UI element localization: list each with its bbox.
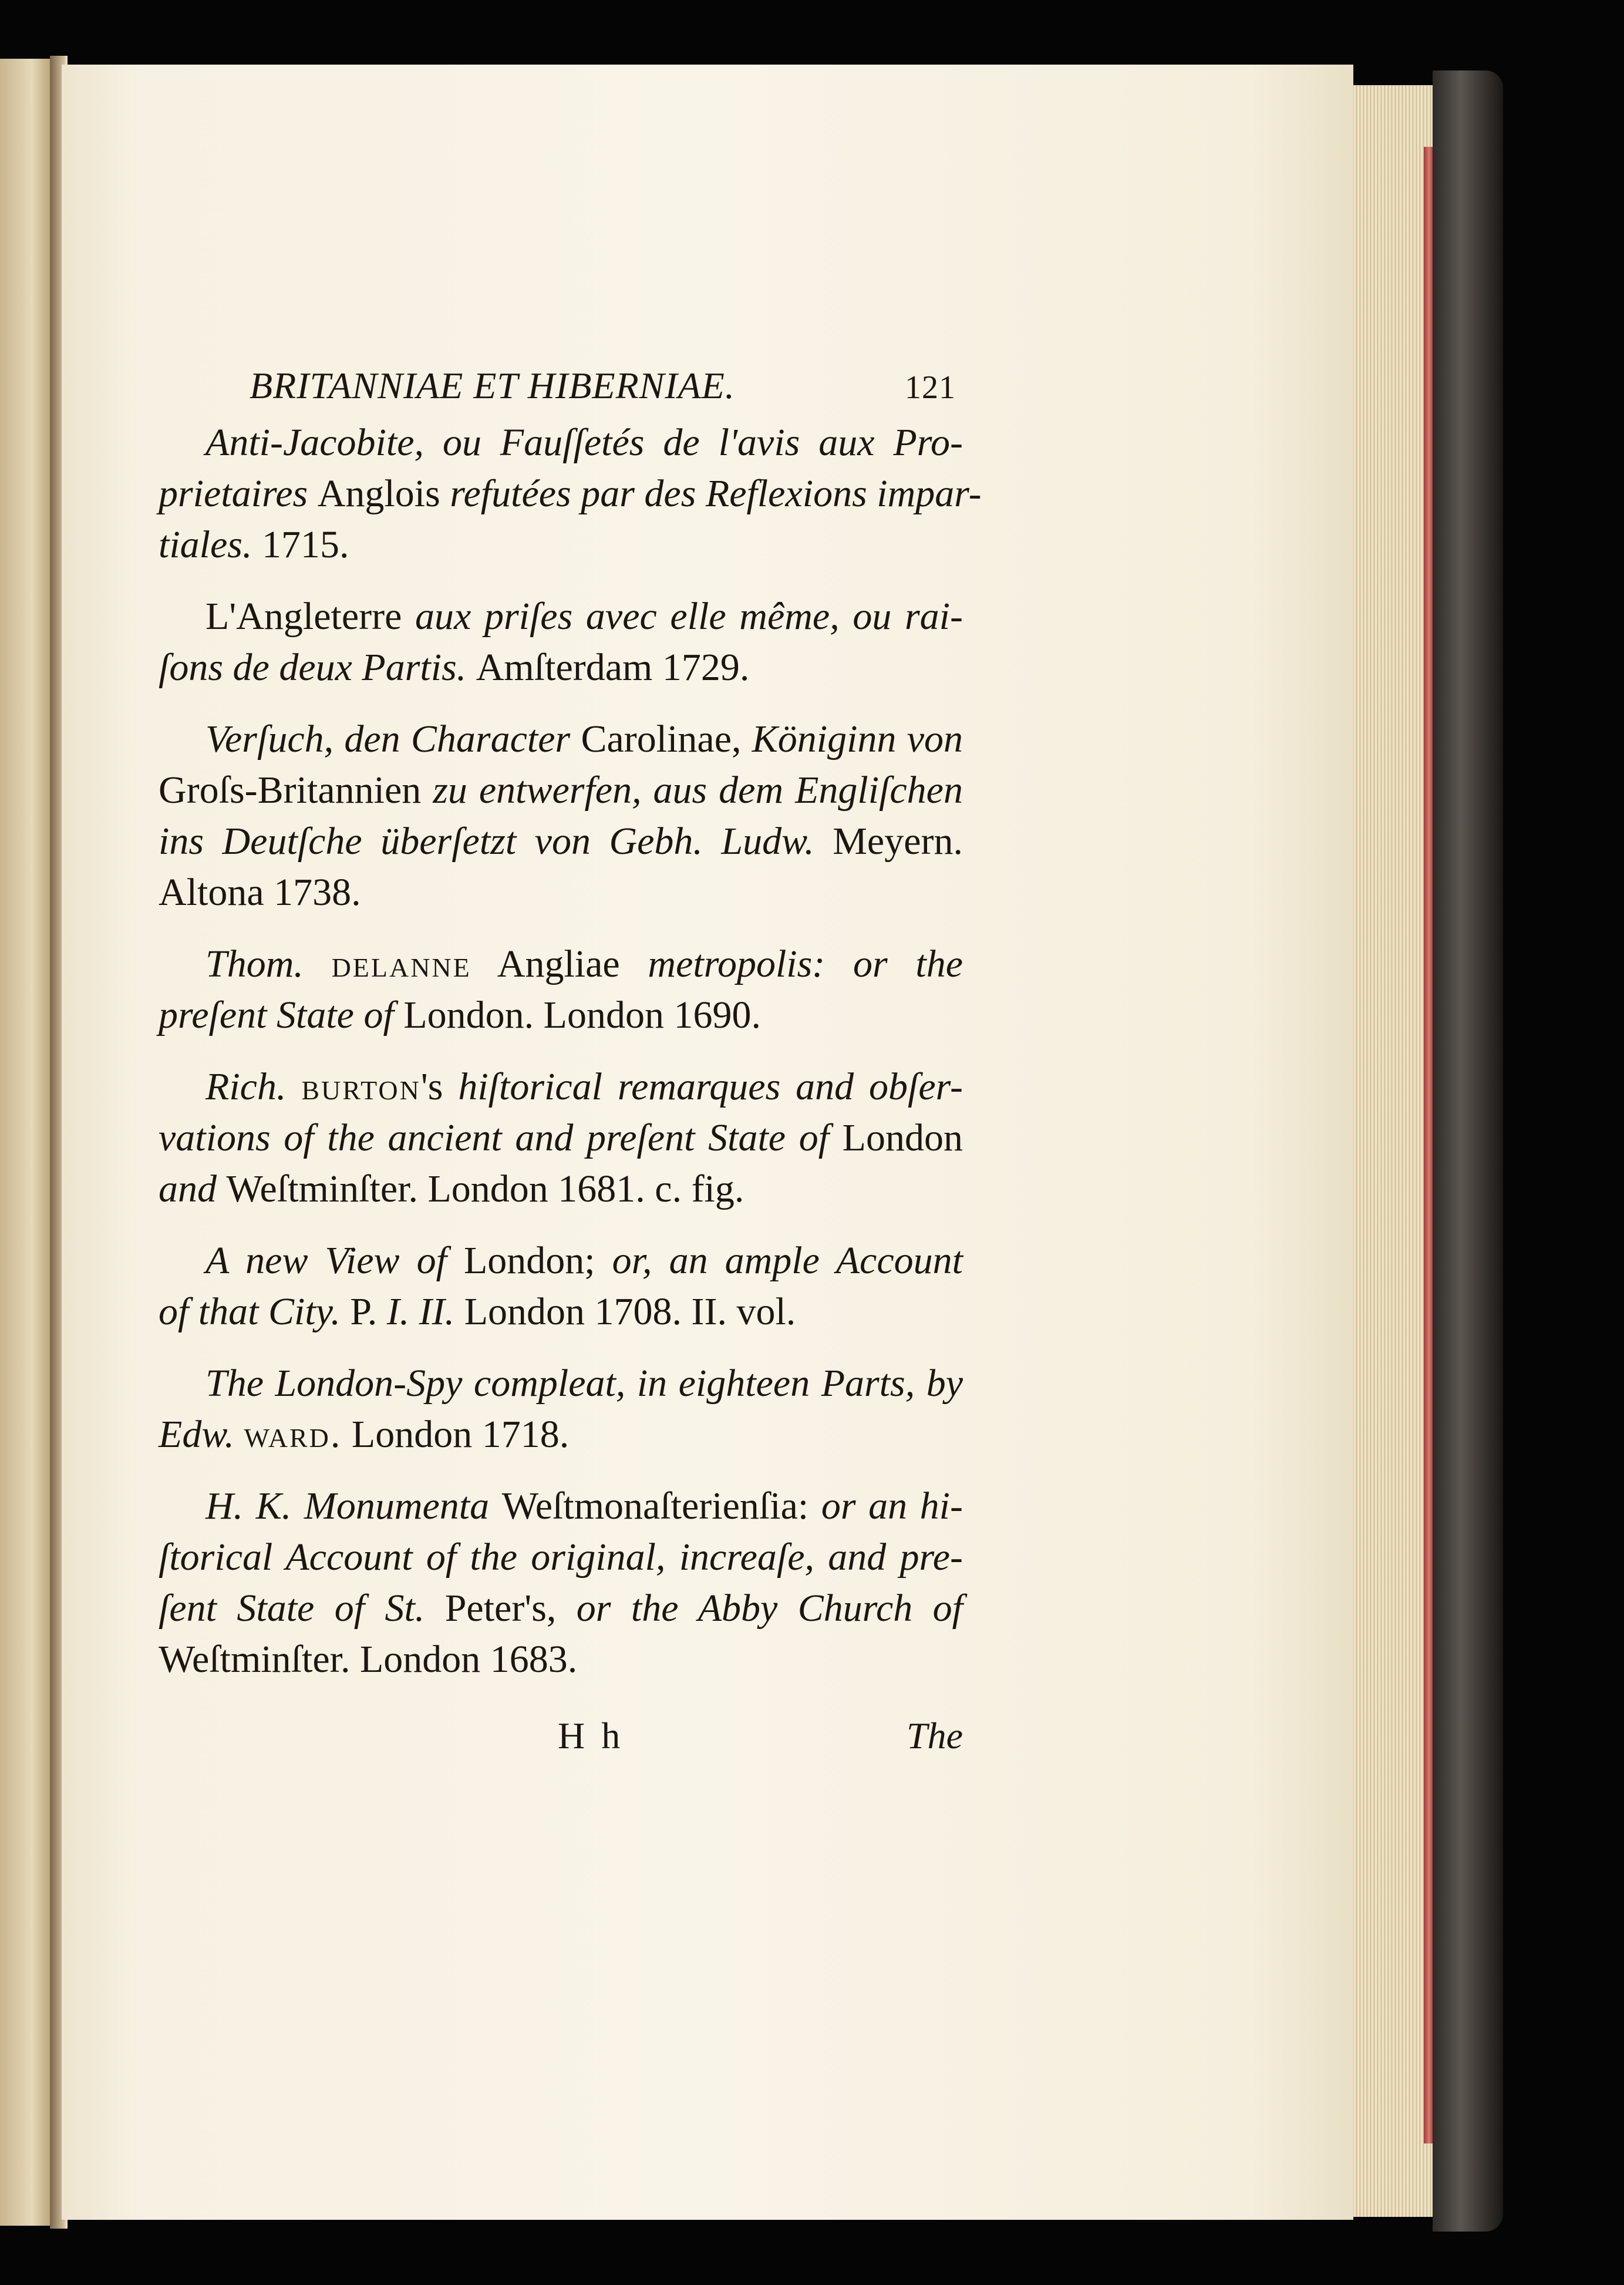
entry-line bbox=[159, 519, 963, 570]
entry-line bbox=[159, 468, 982, 519]
text-run: Weſtmonaſterienſia: bbox=[501, 1485, 821, 1527]
text-run: Weſtminſter. London 1683. bbox=[159, 1638, 578, 1681]
page-footer bbox=[159, 1714, 963, 1773]
text-run: Anglois bbox=[317, 472, 450, 515]
text-run: Meyern. bbox=[833, 820, 963, 863]
text-run: prietaires bbox=[159, 472, 318, 515]
text-run: Verſuch, den Character bbox=[205, 718, 581, 760]
entry-line bbox=[159, 1480, 963, 1532]
entry-line bbox=[159, 642, 963, 693]
entry-line bbox=[159, 765, 963, 816]
entry-line bbox=[159, 1583, 963, 1634]
text-run: 1715. bbox=[262, 523, 349, 566]
text-run: vations of the ancient and preſent State of bbox=[159, 1116, 843, 1159]
text-run: aux priſes avec elle même, ou rai- bbox=[415, 595, 963, 638]
running-head-title: BRITANNIAE ET HIBERNIAE. bbox=[250, 365, 735, 406]
text-run: Carolinae, bbox=[581, 718, 752, 760]
text-run: tiales. bbox=[159, 523, 262, 566]
text-run: ſtorical Account of the original, increaſe, and pre- bbox=[159, 1536, 963, 1579]
bibliography-entry bbox=[159, 1480, 963, 1685]
left-page-edge bbox=[0, 59, 53, 2226]
entry-line bbox=[159, 1634, 963, 1685]
text-run: ſent State of St. bbox=[159, 1587, 445, 1630]
running-head bbox=[159, 352, 963, 417]
text-run: Königinn von bbox=[752, 718, 963, 760]
text-run: London. London 1690. bbox=[403, 994, 761, 1037]
bibliography-entry bbox=[159, 591, 963, 693]
fore-edge bbox=[1350, 85, 1433, 2217]
entry-line bbox=[159, 938, 963, 990]
text-run: A new View of bbox=[205, 1239, 464, 1282]
text-run: London 1718. bbox=[342, 1413, 570, 1456]
text-run: Groſs-Britannien bbox=[159, 769, 433, 812]
text-run: London; bbox=[463, 1239, 612, 1282]
text-run: Altona 1738. bbox=[159, 871, 361, 914]
text-run: The London-Spy compleat, in eighteen Parts, by bbox=[205, 1362, 963, 1405]
text-run: Peter's, bbox=[444, 1587, 577, 1630]
entry-line bbox=[159, 714, 963, 765]
text-run: Anti-Jacobite, ou Fauſſetés de l'avis aux Pro- bbox=[205, 421, 963, 464]
bibliography-entry bbox=[159, 1358, 963, 1460]
text-run: H. K. Monumenta bbox=[205, 1485, 502, 1527]
bibliography-entry bbox=[159, 1235, 963, 1337]
entry-line bbox=[159, 1532, 963, 1583]
bibliography-entry bbox=[159, 714, 963, 918]
text-run: L'Angleterre bbox=[205, 595, 416, 638]
entry-line bbox=[159, 816, 963, 867]
text-run: or an hi- bbox=[821, 1485, 963, 1527]
text-run: ſons de deux Partis. bbox=[159, 646, 476, 689]
text-run: metropolis: or the bbox=[648, 943, 963, 985]
entry-line bbox=[159, 1163, 963, 1214]
text-run: preſent State of bbox=[159, 994, 404, 1037]
entry-line bbox=[159, 1112, 963, 1163]
text-run: Angliae bbox=[471, 943, 648, 985]
text-run: zu entwerfen, aus dem Engliſchen bbox=[433, 769, 963, 812]
bibliography-entry bbox=[159, 417, 982, 570]
entry-line bbox=[159, 1409, 963, 1460]
entry-line bbox=[159, 1358, 963, 1409]
entry-line bbox=[159, 867, 963, 918]
text-run: of that City. bbox=[159, 1290, 351, 1333]
bibliography-entry bbox=[159, 1061, 963, 1214]
text-run: 's bbox=[420, 1065, 459, 1108]
text-run: hiſtorical remarques and obſer- bbox=[458, 1065, 963, 1108]
text-run: London bbox=[842, 1116, 963, 1159]
text-run: and bbox=[159, 1167, 227, 1210]
entry-line bbox=[159, 990, 963, 1041]
entry-line bbox=[159, 417, 963, 468]
page-number: 121 bbox=[905, 369, 956, 406]
text-run: or the Abby Church of bbox=[576, 1587, 963, 1630]
text-run: delanne bbox=[331, 943, 471, 985]
text-run: Amſterdam 1729. bbox=[476, 646, 750, 689]
text-run: refutées par des Reflexions impar- bbox=[450, 472, 982, 515]
book-cover-board bbox=[1433, 70, 1503, 2232]
entry-line bbox=[159, 1235, 963, 1286]
text-run: ins Deutſche überſetzt von Gebh. Ludw. bbox=[159, 820, 833, 863]
text-run: burton bbox=[301, 1065, 421, 1108]
entry-line bbox=[159, 1061, 963, 1112]
text-run: I. II. bbox=[386, 1290, 464, 1333]
catchword: The bbox=[907, 1715, 963, 1756]
text-run: London 1708. II. vol. bbox=[464, 1290, 796, 1333]
signature-mark: H h bbox=[558, 1715, 624, 1756]
text-run: Edw. bbox=[159, 1413, 244, 1456]
entry-line bbox=[159, 591, 963, 642]
text-run: Rich. bbox=[205, 1065, 302, 1108]
entry-line bbox=[159, 1286, 963, 1337]
text-run: or, an ample Account bbox=[612, 1239, 963, 1282]
text-run: Thom. bbox=[205, 943, 332, 985]
text-block bbox=[159, 352, 982, 1773]
text-run: Weſtminſter. London 1681. c. fig. bbox=[226, 1167, 744, 1210]
text-run: P. bbox=[350, 1290, 387, 1333]
bibliography-entry bbox=[159, 938, 963, 1041]
text-run: ward. bbox=[244, 1413, 342, 1456]
bibliography-entries bbox=[159, 417, 982, 1685]
